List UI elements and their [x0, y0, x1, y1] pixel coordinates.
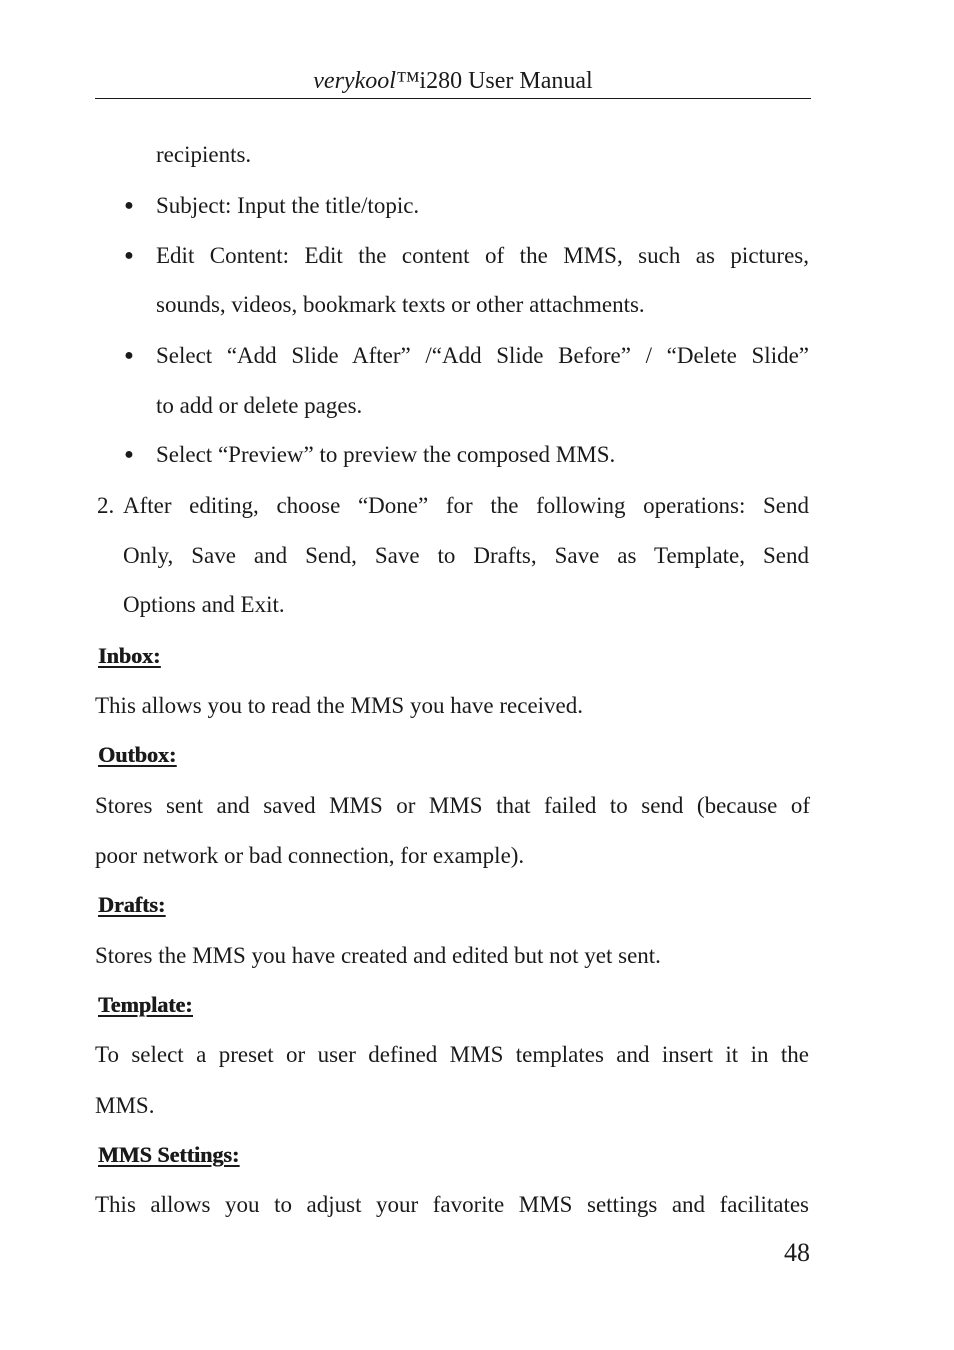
bullet-preview: Select “Preview” to preview the composed MMS.: [156, 442, 616, 467]
bullet-dot: ●: [124, 347, 134, 364]
header-divider: [95, 98, 811, 99]
heading-drafts: Drafts:: [98, 892, 166, 917]
heading-template: Template:: [98, 992, 193, 1017]
bullet-dot: ●: [124, 247, 134, 264]
step2-line3: Options and Exit.: [123, 592, 285, 617]
mms-settings-text-line1: This allows you to adjust your favorite MMS settings and facilitates: [95, 1192, 809, 1217]
bullet-subject: Subject: Input the title/topic.: [156, 193, 420, 218]
page-number: 48: [784, 1238, 810, 1267]
heading-outbox: Outbox:: [98, 742, 177, 767]
heading-mms-settings: MMS Settings:: [98, 1142, 240, 1167]
outbox-text-line1: Stores sent and saved MMS or MMS that failed to send (because of: [95, 793, 810, 818]
step-number: 2.: [97, 493, 115, 518]
bullet-edit-content-line1: Edit Content: Edit the content of the MMS, such as pictures,: [156, 243, 809, 268]
bullet-edit-content-line2: sounds, videos, bookmark texts or other attachments.: [156, 292, 645, 317]
bullet-continuation: recipients.: [156, 142, 252, 167]
page-header: [95, 66, 811, 96]
drafts-text: Stores the MMS you have created and edited but not yet sent.: [95, 943, 661, 968]
template-text-line1: To select a preset or user defined MMS templates and insert it in the: [95, 1042, 809, 1067]
step2-line1: After editing, choose “Done” for the following operations: Send: [123, 493, 809, 518]
outbox-text-line2: poor network or bad connection, for example).: [95, 843, 525, 868]
step2-line2: Only, Save and Send, Save to Drafts, Save as Template, Send: [123, 543, 809, 568]
heading-inbox: Inbox:: [98, 643, 161, 668]
inbox-text: This allows you to read the MMS you have received.: [95, 693, 583, 718]
bullet-dot: ●: [124, 197, 134, 214]
bullet-slide-line2: to add or delete pages.: [156, 393, 363, 418]
bullet-slide-line1: Select “Add Slide After” /“Add Slide Before” / “Delete Slide”: [156, 343, 809, 368]
manual-title: i280 User Manual: [419, 68, 593, 94]
bullet-dot: ●: [124, 446, 134, 463]
brand-name: verykool™: [313, 68, 420, 94]
template-text-line2: MMS.: [95, 1093, 155, 1118]
